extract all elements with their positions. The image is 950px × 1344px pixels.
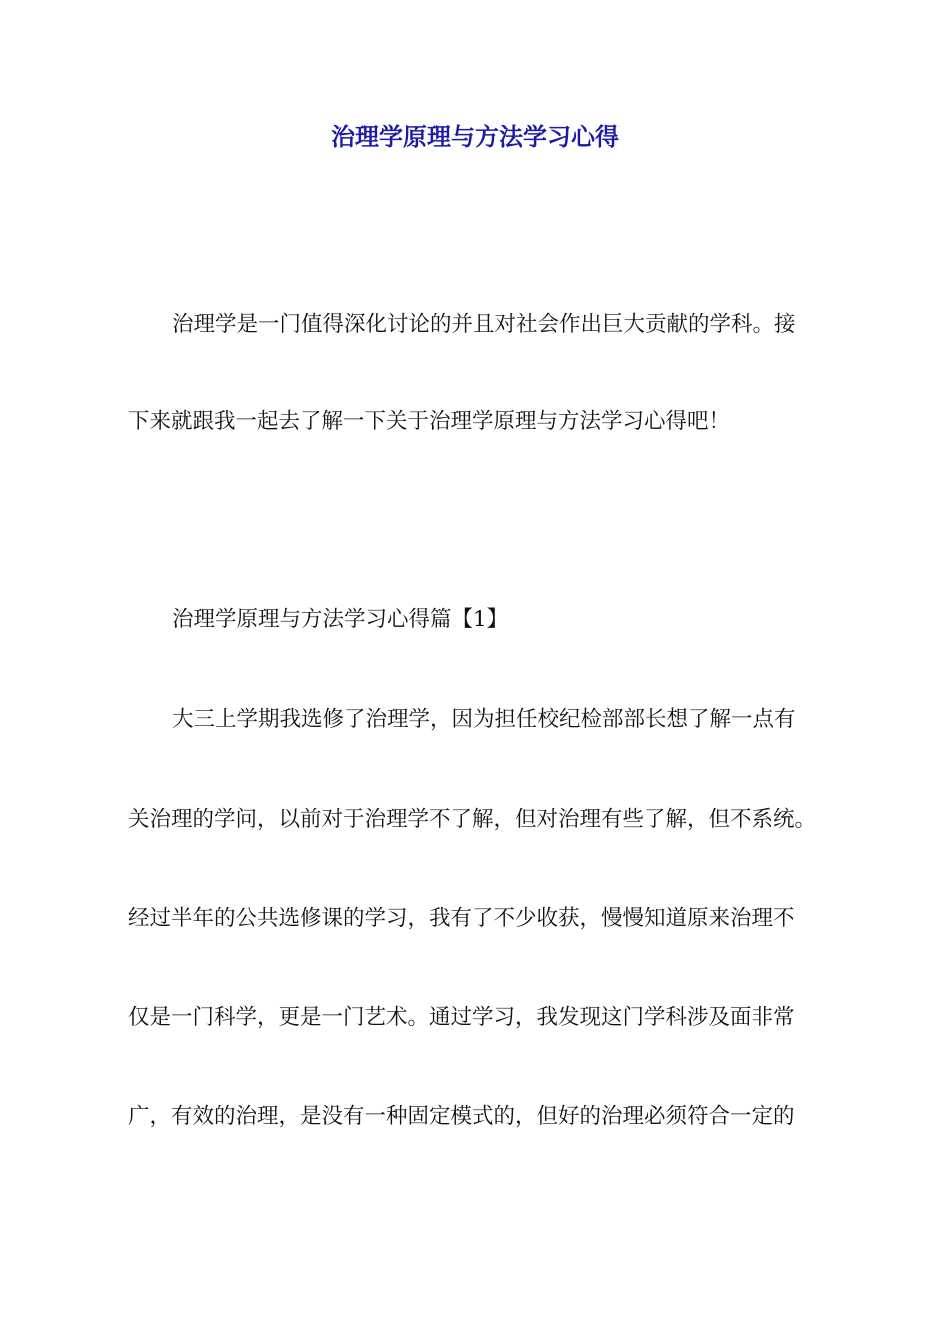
paragraph-line: 下来就跟我一起去了解一下关于治理学原理与方法学习心得吧！ <box>128 409 731 434</box>
paragraph-line: 治理学是一门值得深化讨论的并且对社会作出巨大贡献的学科。接 <box>172 312 796 337</box>
paragraph-line: 广，有效的治理，是没有一种固定模式的，但好的治理必须符合一定的 <box>128 1104 795 1129</box>
paragraph-line: 经过半年的公共选修课的学习，我有了不少收获，慢慢知道原来治理不 <box>128 906 795 931</box>
document-title: 治理学原理与方法学习心得 <box>331 123 619 151</box>
paragraph-line: 仅是一门科学，更是一门艺术。通过学习，我发现这门学科涉及面非常 <box>128 1005 795 1030</box>
paragraph-line: 大三上学期我选修了治理学，因为担任校纪检部部长想了解一点有 <box>172 707 796 732</box>
section-heading: 治理学原理与方法学习心得篇【1】 <box>172 607 509 632</box>
paragraph-line: 关治理的学问，以前对于治理学不了解，但对治理有些了解，但不系统。 <box>128 807 817 832</box>
